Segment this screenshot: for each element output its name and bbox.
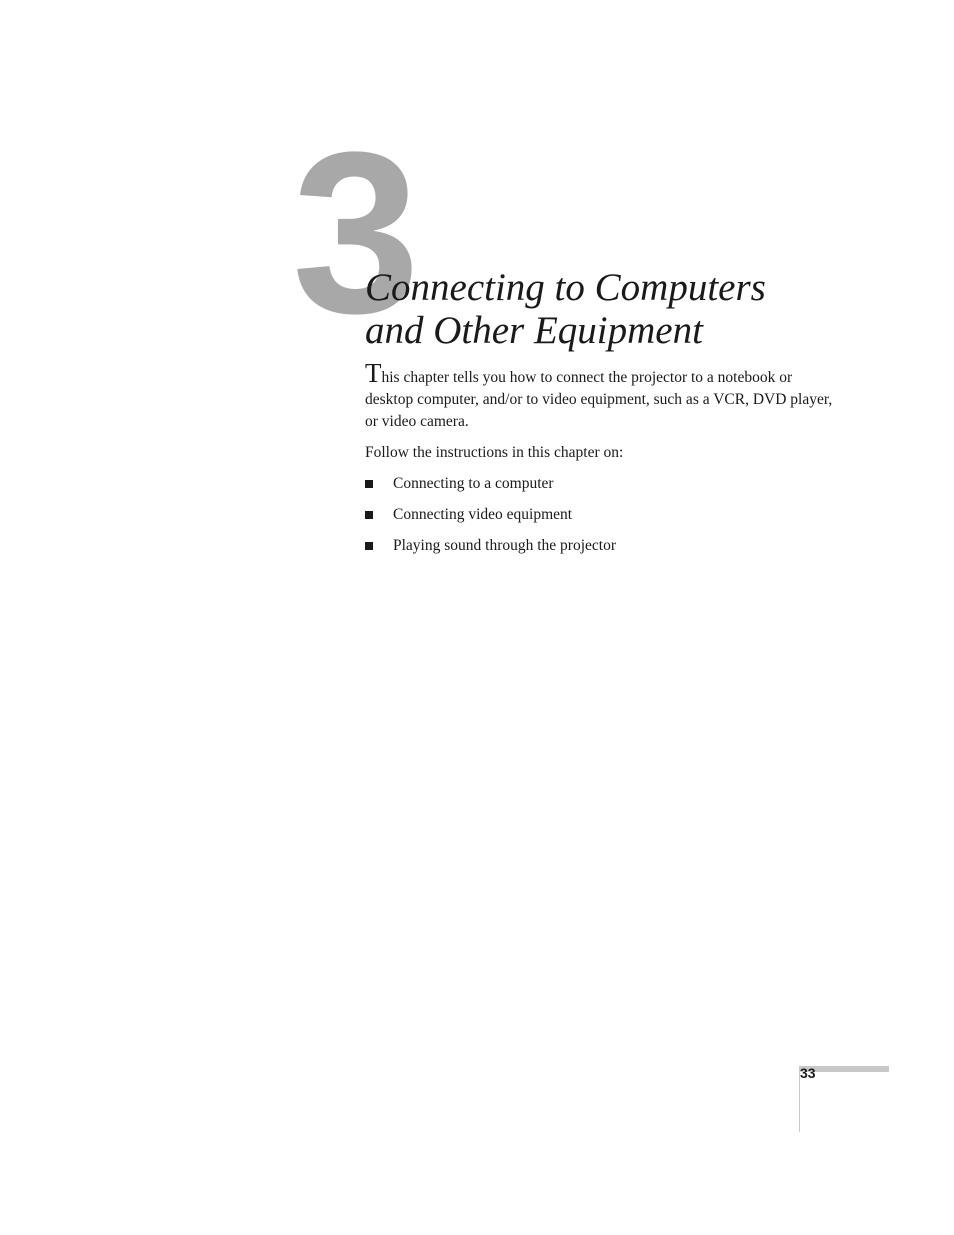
list-item <box>365 473 835 495</box>
intro-paragraph <box>365 358 835 433</box>
drop-cap: T <box>365 358 382 388</box>
page-number: 33 <box>800 1065 816 1081</box>
list-item <box>365 535 835 557</box>
list-item-text: Connecting to a computer <box>393 475 554 492</box>
topic-list <box>365 473 835 557</box>
intro-text: his chapter tells you how to connect the projector to a notebook or desktop computer, and/or to video equipment, such as a VCR, DVD player, or video camera. <box>365 369 833 430</box>
chapter-title-line-2: and Other Equipment <box>365 309 703 352</box>
square-bullet-icon <box>365 511 373 519</box>
list-item <box>365 504 835 526</box>
list-item-text: Playing sound through the projector <box>393 537 616 554</box>
chapter-number: 3 <box>292 104 416 361</box>
chapter-intro-content <box>365 358 835 566</box>
list-item-text: Connecting video equipment <box>393 506 573 523</box>
square-bullet-icon <box>365 480 373 488</box>
follow-instructions-text: Follow the instructions in this chapter on: <box>365 444 624 461</box>
chapter-title-line-1: Connecting to Computers <box>365 266 766 309</box>
square-bullet-icon <box>365 542 373 550</box>
chapter-title <box>365 266 766 352</box>
